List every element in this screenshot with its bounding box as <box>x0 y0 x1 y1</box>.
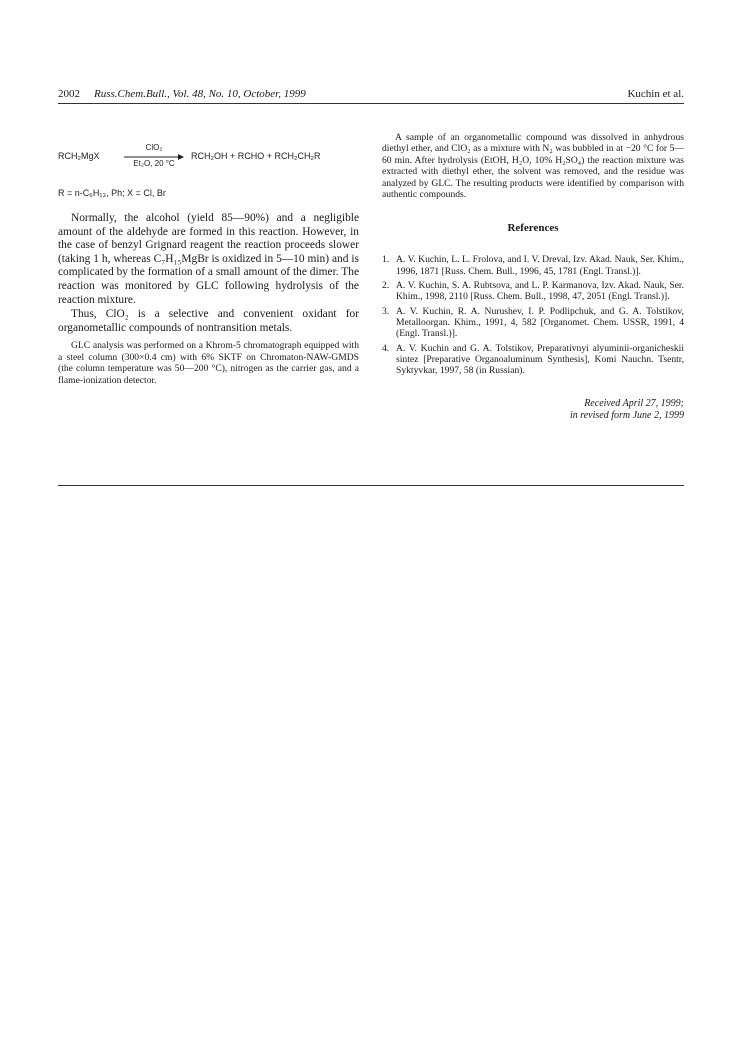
paragraph-experimental: A sample of an organometallic compound was dissolved in anhydrous diethyl ether, and ClO₂ as a mixture with N₂ was bubbled in at −20 °C for 5—60 min. After hydrolysis (EtOH, H₂O, 10% H₂SO₄) the reaction mixture was extracted with diethyl ether, the solvent was removed, and the residue was analyzed by GLC. The resulting products were identified by comparison with authentic compounds. <box>382 132 684 201</box>
r-definition: R = n-C₆H₁₃, Ph; X = Cl, Br <box>58 188 166 198</box>
reference-item <box>382 254 684 277</box>
reaction-scheme <box>58 140 359 176</box>
scheme-reactant: RCH₂MgX <box>58 151 100 161</box>
reference-item <box>382 280 684 303</box>
paragraph-conclusion: Thus, ClO₂ is a selective and convenient oxidant for organometallic compounds of nontransition metals. <box>58 308 359 334</box>
received-date: Received April 27, 1999; <box>584 398 684 410</box>
reference-number: 4. <box>382 342 390 354</box>
header-rule <box>58 103 684 104</box>
reaction-arrow <box>124 143 184 171</box>
running-header <box>58 86 684 104</box>
references-list <box>382 254 684 376</box>
footer-rule <box>58 485 684 486</box>
reference-text: A. V. Kuchin, R. A. Nurushev, I. P. Podlipchuk, and G. A. Tolstikov, Metalloorgan. Khim., 1991, 4, 582 [Organomet. Chem. USSR, 1991, 4 (Engl. Transl.)]. <box>396 305 684 340</box>
reference-text: A. V. Kuchin, S. A. Rubtsova, and L. P. Karmanova, Izv. Akad. Nauk, Ser. Khim., 1998, 2110 [Russ. Chem. Bull., 1998, 47, 2051 (Engl. Transl.)]. <box>396 280 684 303</box>
page-number: 2002 <box>58 88 80 100</box>
reference-item <box>382 343 684 377</box>
reference-item <box>382 306 684 340</box>
paragraph-glc-method: GLC analysis was performed on a Khrom-5 chromatograph equipped with a steel column (300×0.4 cm) with 6% SKTF on Chromaton-NAW-GMDS (the column temperature was 50—200 °C), nitrogen as the carrier gas, and a flame-ionization detector. <box>58 340 359 386</box>
received-dates <box>382 398 684 422</box>
reference-number: 1. <box>382 254 390 266</box>
running-author: Kuchin et al. <box>627 88 684 100</box>
paragraph-results: Normally, the alcohol (yield 85—90%) and a negligible amount of the aldehyde are formed in this reaction. However, in the case of benzyl Grignard reagent the reaction proceeds slower (taking 1 h, whereas C₇H₁₅MgBr is oxidized in 5—10 min) and is complicated by the formation of a small amount of the dimer. The reaction was monitored by GLC following hydrolysis of the reaction mixture. <box>58 212 359 306</box>
reference-text: A. V. Kuchin, L. L. Frolova, and I. V. Dreval, Izv. Akad. Nauk, Ser. Khim., 1996, 1871 [Russ. Chem. Bull., 1996, 45, 1781 (Engl. Transl.)]. <box>396 254 684 277</box>
left-column <box>58 140 359 386</box>
scheme-reagent: ClO₂ <box>145 143 163 152</box>
right-column <box>382 132 684 422</box>
scheme-conditions: Et₂O, 20 °C <box>133 159 175 168</box>
reference-text: A. V. Kuchin and G. A. Tolstikov, Preparativnyi alyuminii-organicheskii sintez [Preparative Organoaluminum Synthesis], Komi Nauchn. Tsentr, Syktyvkar, 1997, 58 (in Russian). <box>396 342 684 377</box>
reference-number: 3. <box>382 305 390 317</box>
reference-number: 2. <box>382 280 390 292</box>
journal-citation: Russ.Chem.Bull., Vol. 48, No. 10, October, 1999 <box>94 88 306 100</box>
scheme-products: RCH₂OH + RCHO + RCH₂CH₂R <box>191 151 321 161</box>
revised-date: in revised form June 2, 1999 <box>569 410 684 422</box>
references-heading: References <box>507 222 559 235</box>
